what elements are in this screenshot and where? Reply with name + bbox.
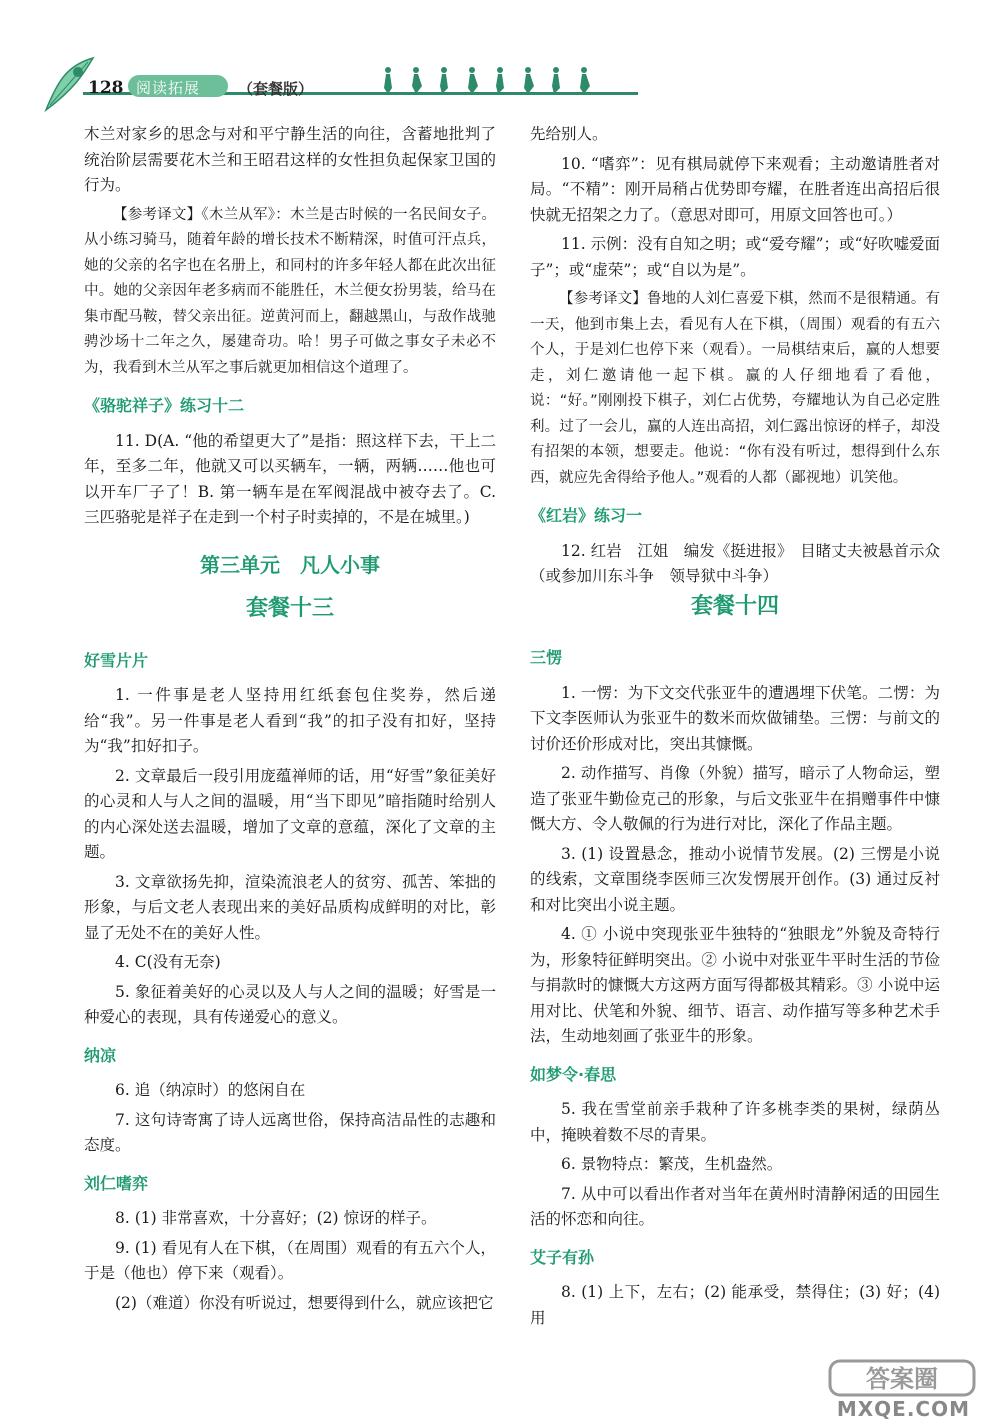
answer-paragraph: 2. 文章最后一段引用庞蕴禅师的话，用“好雪”象征美好的心灵和人与人之间的温暖，用“当下即见”暗指随时给别人的内心深处送去温暖，增加了文章的意蕴，深化了文章的主题。: [84, 766, 496, 861]
section-heading: 刘仁嗜弈: [84, 1173, 149, 1193]
answer-paragraph: 4. C(没有无奈): [115, 953, 221, 971]
answer-paragraph: 2. 动作描写、肖像（外貌）描写，暗示了人物命运，塑造了张亚牛勤俭克己的形象，与后文张亚牛在捐赠事件中慷慨大方、令人敬佩的行为进行对比，深化了作品主题。: [530, 764, 940, 833]
answer-paragraph: 10. “嗜弈”：见有棋局就停下来观看；主动邀请胜者对局。“不精”：刚开局稍占优势即夸耀，在胜者连出高招后很快就无招架之力了。（意思对即可，用原文回答也可。）: [530, 154, 940, 224]
reference-translation: 【参考译文】鲁地的人刘仁喜爱下棋，然而不是很精通。有一天，他到市集上去，看见有人在下棋，（周围）观看的有五六个人，于是刘仁也停下来（观看）。一局棋结束后，赢的人想要走，刘仁邀请他一起下棋。赢的人仔细地看了看他，说：“好。”刚刚投下棋子，刘仁占优势，夸耀地认为自己必定胜利。过了一会儿，赢的人连出高招，刘仁露出惊讶的样子，却没有招架的本领，想要走。他说：“你有没有听过，想得到什么东西，就应先舍得给予他人。”观看的人都（鄙视地）讥笑他。: [530, 291, 940, 486]
answer-paragraph: 8. (1) 上下，左右；(2) 能承受，禁得住；(3) 好；(4) 用: [530, 1283, 940, 1327]
right-column: [530, 122, 940, 1335]
answer-paragraph: 11. D(A. “他的希望更大了”是指：照这样下去，干上二年，至多二年，他就又可以买辆车，一辆，两辆……他也可以开车厂子了！B. 第一辆车是在军阀混战中被夺去了。C. 三匹骆驼是祥子在走到一个村子时卖掉的，不是在城里。): [84, 431, 496, 526]
reference-translation: 【参考译文】《木兰从军》：木兰是古时候的一名民间女子。从小练习骑马，随着年龄的增长技术不断精深，时值可汗点兵，她的父亲的名字也在名册上，和同村的许多年轻人都在此次出征中。她的父亲因年老多病而不能胜任，木兰便女扮男装，给马在集市配马鞍，替父亲出征。逆黄河而上，翻越黑山，与敌作战驰骋沙场十二年之久，屡建奇功。哈！男子可做之事女子未必不为，我看到木兰从军之事后就更加相信这个道理了。: [84, 206, 496, 376]
answer-paragraph: 7. 从中可以看出作者对当年在黄州时清静闲适的田园生活的怀恋和向往。: [530, 1184, 940, 1228]
section-heading: 如梦令·春思: [530, 1064, 617, 1084]
section-heading: 三愣: [530, 648, 563, 667]
section-heading: 《骆驼祥子》练习十二: [84, 396, 245, 415]
answer-continuation: 先给别人。: [530, 125, 608, 143]
set-title: 套餐十三: [245, 596, 334, 621]
answer-paragraph: 9. (1) 看见有人在下棋，（在周围）观看的有五六个人，于是（他也）停下来（观看）。: [84, 1238, 496, 1282]
watermark-badge-icon: [828, 1357, 976, 1397]
section-heading: 艾子有孙: [530, 1247, 595, 1267]
answer-paragraph: 3. (1) 设置悬念，推动小说情节发展。(2) 三愣是小说的线索，文章围绕李医师三次发愣展开创作。(3) 通过反衬和对比突出小说主题。: [530, 844, 940, 914]
section-heading: 《红岩》练习一: [530, 506, 643, 525]
answer-paragraph: 8. (1) 非常喜欢，十分喜好；(2) 惊讶的样子。: [115, 1209, 437, 1227]
answer-paragraph: 3. 文章欲扬先抑，渲染流浪老人的贫穷、孤苦、笨拙的形象，与后文老人表现出来的美好品质构成鲜明的对比，彰显了无处不在的美好人性。: [84, 872, 496, 942]
page-number: 128: [88, 78, 124, 98]
answer-continuation: 木兰对家乡的思念与对和平宁静生活的向往，含蓄地批判了统治阶层需要花木兰和王昭君这样的女性担负起保家卫国的行为。: [84, 125, 496, 194]
answer-paragraph: 12. 红岩 江姐 编发《挺进报》 目睹丈夫被悬首示众（或参加川东斗争 领导狱中斗争）: [530, 541, 940, 585]
answer-paragraph: (2)（难道）你没有听说过，想要得到什么，就应该把它: [115, 1293, 494, 1312]
watermark-url: MXQE.COM: [836, 1397, 970, 1421]
left-column: [84, 122, 496, 1320]
runners-decoration-icon: [378, 60, 618, 100]
set-title: 套餐十四: [690, 593, 779, 619]
section-heading: 纳凉: [84, 1045, 117, 1065]
answer-paragraph: 6. 追（纳凉时）的悠闲自在: [115, 1081, 306, 1099]
page-header: [28, 40, 618, 110]
unit-title: 第三单元 凡人小事: [200, 552, 380, 577]
brand-text: 阅读拓展: [136, 79, 201, 97]
answer-paragraph: 11. 示例：没有自知之明；或“爱夸耀”；或“好吹嘘爱面子”；或“虚荣”；或“自以为是”。: [530, 235, 940, 279]
answer-paragraph: 5. 象征着美好的心灵以及人与人之间的温暖；好雪是一种爱心的表现，具有传递爱心的意义。: [84, 982, 496, 1026]
section-heading: 好雪片片: [84, 650, 149, 670]
answer-paragraph: 6. 景物特点：繁茂，生机盎然。: [561, 1155, 783, 1173]
answer-paragraph: 1. 一愣：为下文交代张亚牛的遭遇埋下伏笔。二愣：为下文李医师认为张亚牛的数米而炊做铺垫。三愣：与前文的讨价还价形成对比，突出其慷慨。: [530, 683, 940, 753]
answer-paragraph: 4. ① 小说中突现张亚牛独特的“独眼龙”外貌及奇特行为，形象特征鲜明突出。② 小说中对张亚牛平时生活的节俭与捐款时的慷慨大方这两方面写得都极其精彩。③ 小说中运用对比、伏笔和外貌、细节、语言、动作描写等多种艺术手法，生动地刻画了张亚牛的形象。: [530, 925, 940, 1045]
watermark-logo: [826, 1357, 976, 1421]
answer-paragraph: 5. 我在雪堂前亲手栽种了许多桃李类的果树，绿荫丛中，掩映着数不尽的青果。: [530, 1100, 940, 1144]
answer-paragraph: 1. 一件事是老人坚持用红纸套包住奖券，然后递给“我”。另一件事是老人看到“我”的扣子没有扣好，坚持为“我”扣好扣子。: [84, 686, 496, 755]
svg-text:答案圈: 答案圈: [866, 1365, 938, 1393]
answer-paragraph: 7. 这句诗寄寓了诗人远离世俗，保持高洁品性的志趣和态度。: [84, 1110, 496, 1154]
edition-label: （套餐版）: [238, 80, 314, 98]
